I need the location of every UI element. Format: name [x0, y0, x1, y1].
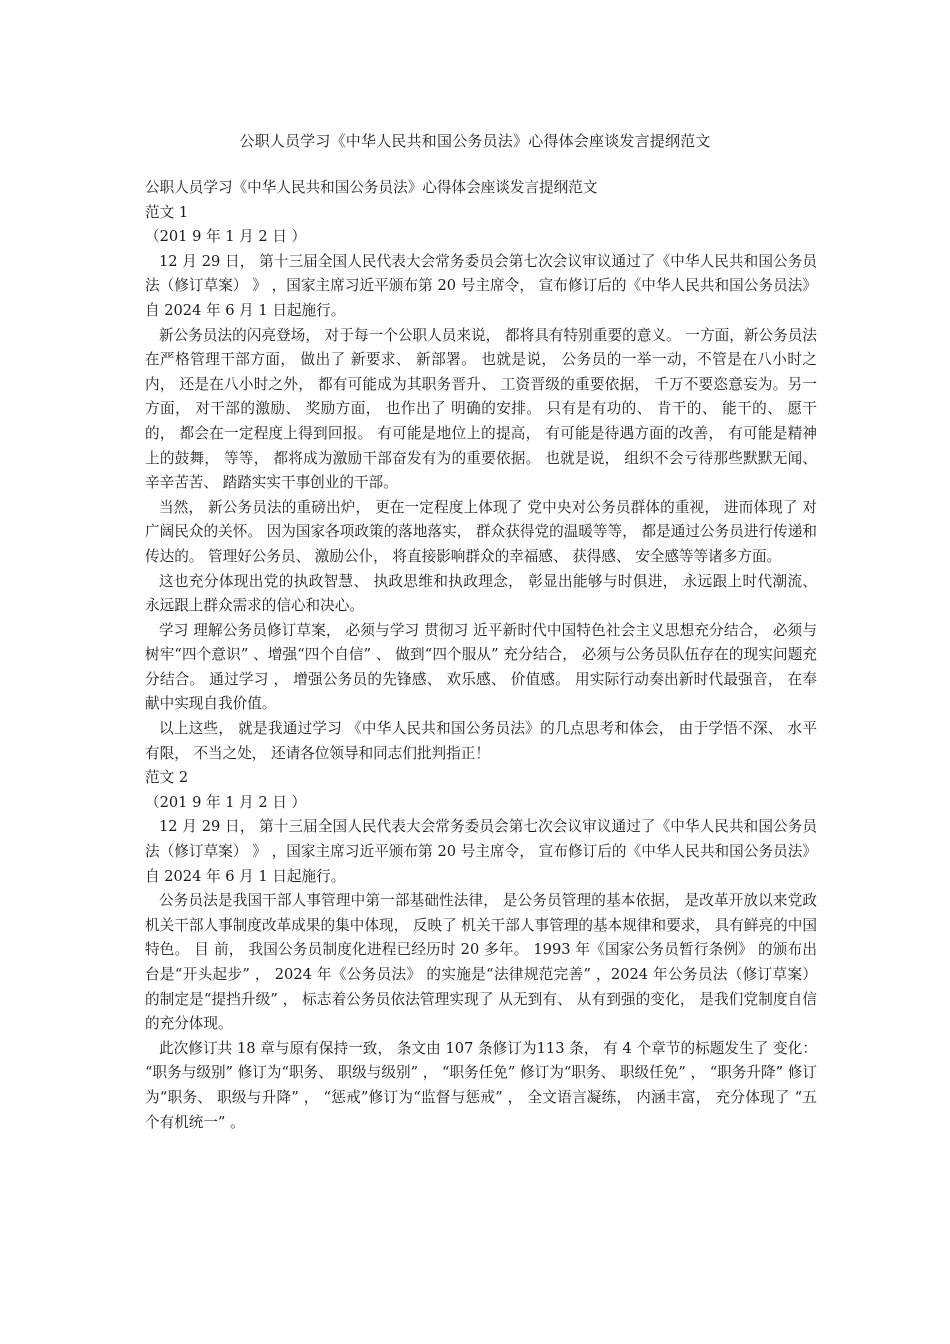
sample-2-label: 范文 2	[145, 769, 189, 787]
sample-1-paragraph-4: 这也充分体现出党的执政智慧、 执政思维和执政理念， 彰显出能够与时俱进， 永远跟上时代潮流、 永远跟上群众需求的信心和决心。	[145, 572, 817, 615]
document-body	[145, 176, 817, 1135]
sample-1-paragraph-1: 12 月 29 日， 第十三届全国人民代表大会常务委员会第七次会议审议通过了《中华人民共和国公务员法（修订草案） 》 ，国家主席习近平颁布第 20 号主席令， 宣布修订后的《中华人民共和国公务员法》 自 2024 年 6 月 1 日起施行。	[145, 252, 817, 319]
document-subtitle: 公职人员学习《中华人民共和国公务员法》心得体会座谈发言提纲范文	[145, 179, 598, 196]
sample-2-date: （201 9 年 1 月 2 日 ）	[145, 793, 307, 811]
sample-2-paragraph-2: 公务员法是我国干部人事管理中第一部基础性法律， 是公务员管理的基本依据， 是改革开放以来党政机关干部人事制度改革成果的集中体现， 反映了 机关干部人事管理的基本规律和要求， 具有鲜亮的中国特色。 目 前， 我国公务员制度化进程已经历时 20 多年。 1993 年《国家公务员暂行条例》 的颁布出台是“开头起步” ， 2024 年《公务员法》 的实施是“法律规范完善” ，2024 年公务员法（修订草案） 的制定是“提挡升级” ， 标志着公务员依法管理实现了 从无到有、 从有到强的变化， 是我们党制度自信的充分体现。	[145, 892, 817, 1033]
sample-1-paragraph-6: 以上这些， 就是我通过学习 《中华人民共和国公务员法》的几点思考和体会， 由于学悟不深、 水平有限， 不当之处， 还请各位领导和同志们批判指正！	[145, 720, 817, 762]
document-title: 公职人员学习《中华人民共和国公务员法》心得体会座谈发言提纲范文	[239, 132, 711, 150]
sample-1-label: 范文 1	[145, 203, 189, 221]
sample-1-paragraph-2: 新公务员法的闪亮登场， 对于每一个公职人员来说， 都将具有特别重要的意义。 一方面，新公务员法在严格管理干部方面， 做出了 新要求、 新部署。 也就是说， 公务员的一举一动，不管是在八小时之内， 还是在八小时之外， 都有可能成为其职务晋升、 工资晋级的重要依据， 千万不要恣意妄为。另一方面， 对干部的激励、 奖励方面， 也作出了 明确的安排。 只有是有功的、 肯干的、 能干的、 愿干的， 都会在一定程度上得到回报。 有可能是地位上的提高， 有可能是待遇方面的改善， 有可能是精神上的鼓舞， 等等， 都将成为激励干部奋发有为的重要依据。 也就是说， 组织不会亏待那些默默无闻、 辛辛苦苦、 踏踏实实干事创业的干部。	[145, 326, 817, 492]
sample-1-paragraph-3: 当然， 新公务员法的重磅出炉， 更在一定程度上体现了 党中央对公务员群体的重视， 进而体现了 对广阔民众的关怀。 因为国家各项政策的落地落实， 群众获得党的温暖等等， 都是通过公务员进行传递和传达的。 管理好公务员、 激励公仆， 将直接影响群众的幸福感、 获得感、 安全感等等诸多方面。	[145, 498, 817, 565]
sample-2-paragraph-1: 12 月 29 日， 第十三届全国人民代表大会常务委员会第七次会议审议通过了《中华人民共和国公务员法（修订草案） 》 ，国家主席习近平颁布第 20 号主席令， 宣布修订后的《中华人民共和国公务员法》 自 2024 年 6 月 1 日起施行。	[145, 818, 817, 885]
sample-1-date: （201 9 年 1 月 2 日 ）	[145, 228, 307, 246]
sample-1-paragraph-5: 学习 理解公务员修订草案， 必须与学习 贯彻习 近平新时代中国特色社会主义思想充分结合， 必须与树牢“四个意识” 、增强“四个自信” 、 做到“四个服从” 充分结合， 必须与公务员队伍存在的现实问题充分结合。 通过学习 ， 增强公务员的先锋感、 欢乐感、 价值感。 用实际行动奏出新时代最强音， 在奉献中实现自我价值。	[145, 621, 817, 713]
sample-2-paragraph-3: 此次修订共 18 章与原有保持一致， 条文由 107 条修订为113 条， 有 4 个章节的标题发生了 变化： “职务与级别” 修订为“职务、 职级与级别” ， “职务任免” 修订为“职务、 职级任免” ， “职务升降” 修订为“职务、 职级与升降” ， “惩戒”修订为“监督与惩戒” ， 全文语言凝练， 内涵丰富， 充分体现了 “五个有机统一” 。	[145, 1039, 817, 1131]
